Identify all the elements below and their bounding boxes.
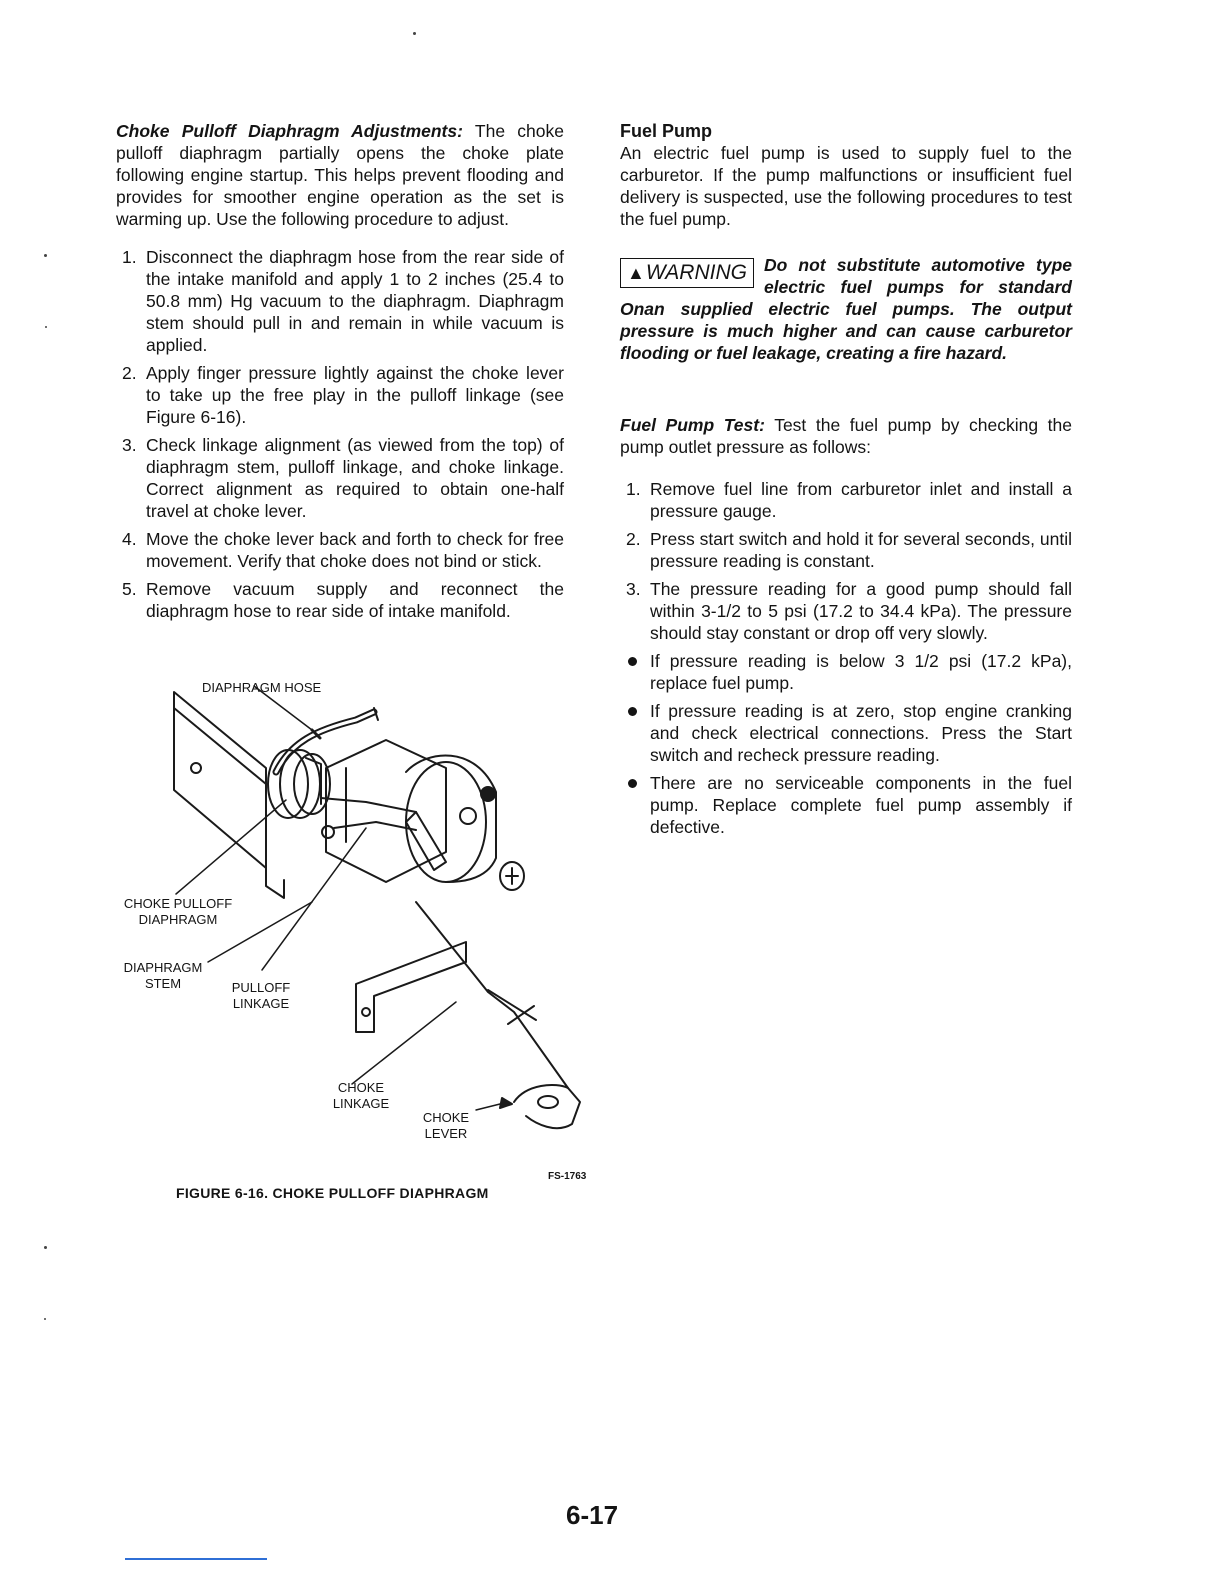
warning-text: Do not substitute automotive type electric fuel pumps for standard Onan supplied electric fuel pumps. The output pressure is much higher and can cause carburetor flooding or fuel leakage, creating a fire hazard. bbox=[620, 255, 1072, 363]
step-text: The pressure reading for a good pump should fall within 3-1/2 to 5 psi (17.2 to 34.4 kPa). The pressure should stay constant or drop off very slowly. bbox=[650, 579, 1072, 643]
label-line: DIAPHRAGM bbox=[123, 960, 203, 975]
step-number: 1. bbox=[626, 479, 641, 499]
label-line: CHOKE bbox=[422, 1110, 470, 1125]
list-item bbox=[620, 578, 1072, 644]
label-diaphragm-hose: DIAPHRAGM HOSE bbox=[202, 680, 322, 695]
scan-speck bbox=[413, 32, 416, 35]
label-line: LINKAGE bbox=[332, 1096, 390, 1111]
fuel-pump-test-text: Test the fuel pump by checking the pump outlet pressure as follows: bbox=[620, 415, 1072, 457]
step-number: 1. bbox=[122, 247, 137, 267]
choke-pulloff-figure bbox=[116, 672, 596, 1212]
step-text: Move the choke lever back and forth to check for free movement. Verify that choke does not bind or stick. bbox=[146, 529, 564, 571]
list-item bbox=[620, 478, 1072, 522]
bullet-text: There are no serviceable components in the fuel pump. Replace complete fuel pump assembly if defective. bbox=[650, 773, 1072, 837]
scan-speck bbox=[44, 1246, 47, 1249]
label-choke-lever bbox=[418, 1110, 474, 1142]
footer-rule bbox=[125, 1558, 267, 1560]
step-number: 3. bbox=[122, 435, 137, 455]
warning-label: WARNING bbox=[645, 261, 747, 284]
scan-speck bbox=[44, 254, 47, 257]
left-column bbox=[116, 120, 564, 628]
label-pulloff-linkage bbox=[228, 980, 294, 1012]
scan-speck bbox=[44, 1318, 46, 1320]
list-item bbox=[620, 650, 1072, 694]
label-line: LINKAGE bbox=[232, 996, 290, 1011]
step-text: Remove fuel line from carburetor inlet and install a pressure gauge. bbox=[650, 479, 1072, 521]
label-line: STEM bbox=[144, 976, 182, 991]
label-choke-pulloff-diaphragm bbox=[116, 896, 240, 928]
list-item bbox=[116, 528, 564, 572]
label-diaphragm-stem bbox=[120, 960, 206, 992]
fuel-pump-test-runin: Fuel Pump Test: bbox=[620, 415, 765, 435]
warning-box bbox=[620, 258, 754, 288]
figure-caption: FIGURE 6-16. CHOKE PULLOFF DIAPHRAGM bbox=[176, 1185, 489, 1201]
fuel-pump-test-intro bbox=[620, 414, 1072, 458]
page-number: 6-17 bbox=[566, 1500, 619, 1530]
label-line: CHOKE PULLOFF bbox=[123, 896, 233, 911]
right-column bbox=[620, 120, 1072, 844]
choke-adjust-steps bbox=[116, 246, 564, 622]
step-text: Check linkage alignment (as viewed from the top) of diaphragm stem, pulloff linkage, and choke linkage. Correct alignment as required to obtain one-half travel at choke lever. bbox=[146, 435, 564, 521]
warning-triangle-icon: ▲ bbox=[627, 263, 645, 283]
label-line: PULLOFF bbox=[231, 980, 291, 995]
bullet-text: If pressure reading is below 3 1/2 psi (17.2 kPa), replace fuel pump. bbox=[650, 651, 1072, 693]
list-item bbox=[116, 578, 564, 622]
scan-speck bbox=[45, 326, 47, 328]
step-number: 5. bbox=[122, 579, 137, 599]
fuel-pump-intro: An electric fuel pump is used to supply fuel to the carburetor. If the pump malfunctions or insufficient fuel delivery is suspected, use the following procedures to test the fuel pump. bbox=[620, 143, 1072, 229]
choke-pulloff-runin: Choke Pulloff Diaphragm Adjustments: bbox=[116, 121, 463, 141]
figure-id: FS-1763 bbox=[548, 1171, 587, 1182]
list-item bbox=[620, 528, 1072, 572]
step-number: 3. bbox=[626, 579, 641, 599]
list-item bbox=[620, 772, 1072, 838]
bullet-icon bbox=[628, 707, 637, 716]
step-text: Apply finger pressure lightly against the choke lever to take up the free play in the pulloff linkage (see Figure 6-16). bbox=[146, 363, 564, 427]
label-choke-linkage bbox=[328, 1080, 394, 1112]
step-number: 2. bbox=[122, 363, 137, 383]
list-item bbox=[116, 246, 564, 356]
step-text: Remove vacuum supply and reconnect the diaphragm hose to rear side of intake manifold. bbox=[146, 579, 564, 621]
step-text: Disconnect the diaphragm hose from the rear side of the intake manifold and apply 1 to 2 inches (25.4 to 50.8 mm) Hg vacuum to the diaphragm. Diaphragm stem should pull in and remain in while vacuum is applied. bbox=[146, 247, 564, 355]
list-item bbox=[116, 434, 564, 522]
bullet-icon bbox=[628, 657, 637, 666]
bullet-icon bbox=[628, 779, 637, 788]
fuel-pump-heading: Fuel Pump bbox=[620, 121, 713, 141]
bullet-text: If pressure reading is at zero, stop engine cranking and check electrical connections. Press the Start switch and recheck pressure reading. bbox=[650, 701, 1072, 765]
fuel-pump-test-steps bbox=[620, 478, 1072, 644]
label-line: DIAPHRAGM bbox=[138, 912, 218, 927]
list-item bbox=[116, 362, 564, 428]
list-item bbox=[620, 700, 1072, 766]
step-number: 4. bbox=[122, 529, 137, 549]
fuel-pump-bullets bbox=[620, 650, 1072, 838]
step-number: 2. bbox=[626, 529, 641, 549]
choke-pulloff-intro-text: The choke pulloff diaphragm partially opens the choke plate following engine startup. This helps prevent flooding and provides for smoother engine operation as the set is warming up. Use the following procedure to adjust. bbox=[116, 121, 565, 229]
label-line: LEVER bbox=[424, 1126, 468, 1141]
warning-block bbox=[620, 254, 1072, 364]
choke-pulloff-intro bbox=[116, 120, 564, 230]
step-text: Press start switch and hold it for several seconds, until pressure reading is constant. bbox=[650, 529, 1072, 571]
label-line: CHOKE bbox=[337, 1080, 385, 1095]
